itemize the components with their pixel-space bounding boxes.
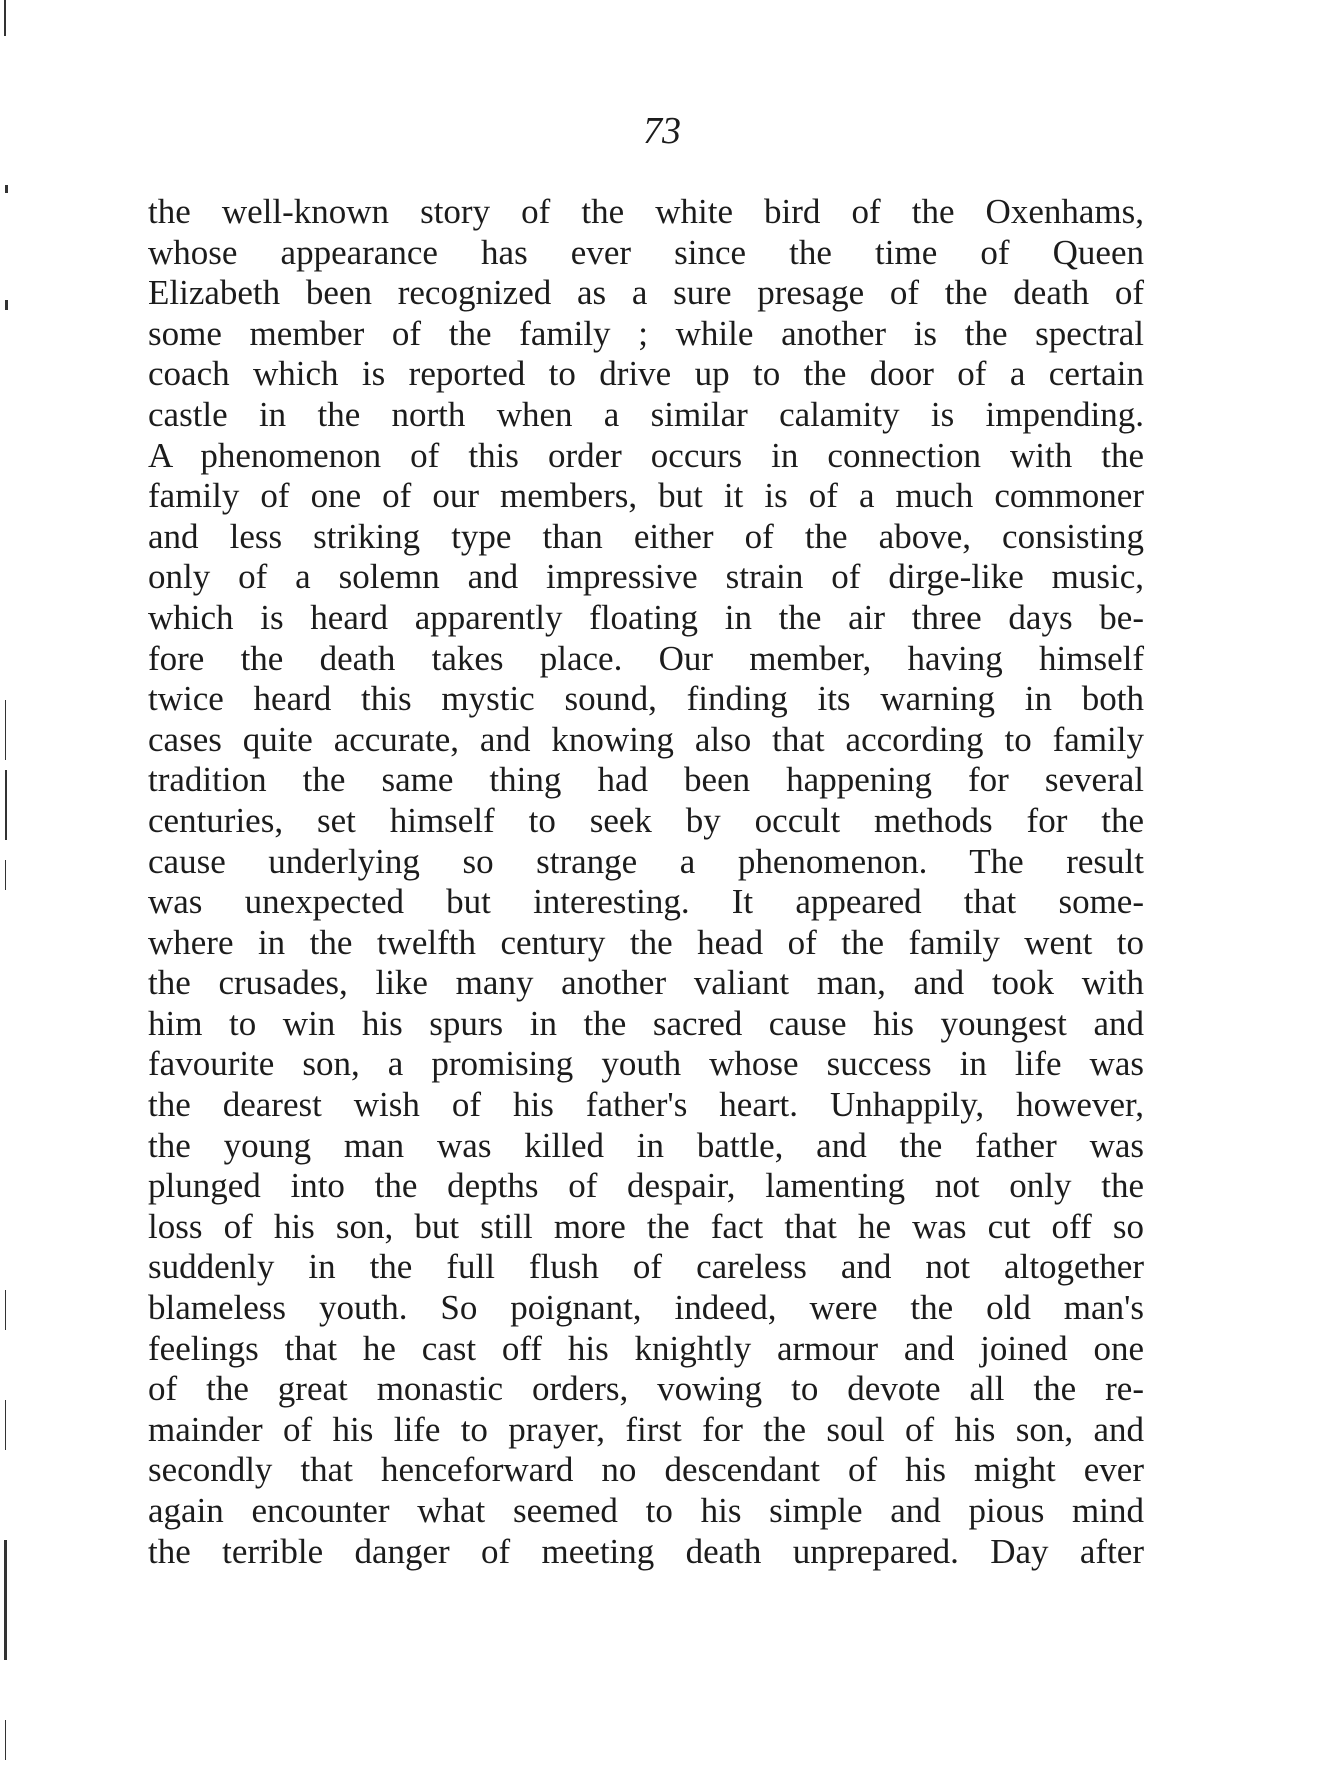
scan-edge-artifacts bbox=[4, 0, 7, 1784]
page-number: 73 bbox=[643, 110, 681, 152]
text-line: the well-known story of the white bird of the Oxenhams, bbox=[148, 192, 1144, 231]
text-line: mainder of his life to prayer, first for the soul of his son, and bbox=[148, 1409, 1144, 1449]
text-line: cause underlying so strange a phenomenon. The result bbox=[148, 841, 1144, 881]
text-line: the dearest wish of his father's heart. Unhappily, however, bbox=[148, 1085, 1144, 1125]
text-line: only of a solemn and impressive strain of dirge-like music, bbox=[148, 557, 1144, 597]
body-text bbox=[148, 192, 1144, 1572]
scan-mark bbox=[5, 700, 6, 760]
scan-mark bbox=[5, 1290, 6, 1330]
scan-mark bbox=[5, 770, 7, 840]
text-line: the crusades, like many another valiant man, and took with bbox=[148, 963, 1144, 1003]
text-line: twice heard this mystic sound, finding its warning in both bbox=[148, 679, 1144, 719]
text-line: him to win his spurs in the sacred cause his youngest and bbox=[148, 1003, 1144, 1043]
text-line: favourite son, a promising youth whose success in life was bbox=[148, 1044, 1144, 1084]
scan-mark bbox=[5, 185, 8, 193]
text-line: whose appearance has ever since the time of Queen bbox=[148, 232, 1144, 272]
text-line: family of one of our members, but it is of a much commoner bbox=[148, 476, 1144, 516]
text-line: of the great monastic orders, vowing to devote all the re- bbox=[148, 1369, 1144, 1409]
text-line: was unexpected but interesting. It appeared that some- bbox=[148, 882, 1144, 922]
text-line: suddenly in the full flush of careless and not altogether bbox=[148, 1247, 1144, 1287]
text-line: some member of the family ; while another is the spectral bbox=[148, 313, 1144, 353]
scan-mark bbox=[5, 860, 6, 890]
text-line: the young man was killed in battle, and the father was bbox=[148, 1125, 1144, 1165]
text-line: plunged into the depths of despair, lamenting not only the bbox=[148, 1166, 1144, 1206]
text-line: coach which is reported to drive up to the door of a certain bbox=[148, 354, 1144, 394]
text-line: loss of his son, but still more the fact that he was cut off so bbox=[148, 1206, 1144, 1246]
text-line: Elizabeth been recognized as a sure presage of the death of bbox=[148, 273, 1144, 313]
text-line: the terrible danger of meeting death unprepared. Day after bbox=[148, 1531, 1144, 1571]
text-line: and less striking type than either of the above, consisting bbox=[148, 516, 1144, 556]
text-line: which is heard apparently floating in the air three days be- bbox=[148, 597, 1144, 637]
scan-mark bbox=[4, 1540, 7, 1660]
text-line: centuries, set himself to seek by occult methods for the bbox=[148, 800, 1144, 840]
scan-mark bbox=[5, 300, 8, 310]
text-line: secondly that henceforward no descendant of his might ever bbox=[148, 1450, 1144, 1490]
text-line: cases quite accurate, and knowing also that according to family bbox=[148, 719, 1144, 759]
text-line: where in the twelfth century the head of the family went to bbox=[148, 922, 1144, 962]
text-line: again encounter what seemed to his simple and pious mind bbox=[148, 1491, 1144, 1530]
text-line: tradition the same thing had been happening for several bbox=[148, 760, 1144, 800]
text-line: fore the death takes place. Our member, having himself bbox=[148, 638, 1144, 678]
text-line: A phenomenon of this order occurs in connection with the bbox=[148, 435, 1144, 475]
text-line: blameless youth. So poignant, indeed, were the old man's bbox=[148, 1288, 1144, 1328]
text-line: feelings that he cast off his knightly armour and joined one bbox=[148, 1328, 1144, 1368]
text-line: castle in the north when a similar calamity is impending. bbox=[148, 394, 1144, 434]
scan-mark bbox=[5, 1720, 6, 1760]
scan-mark bbox=[4, 0, 6, 36]
scan-mark bbox=[5, 1400, 6, 1450]
